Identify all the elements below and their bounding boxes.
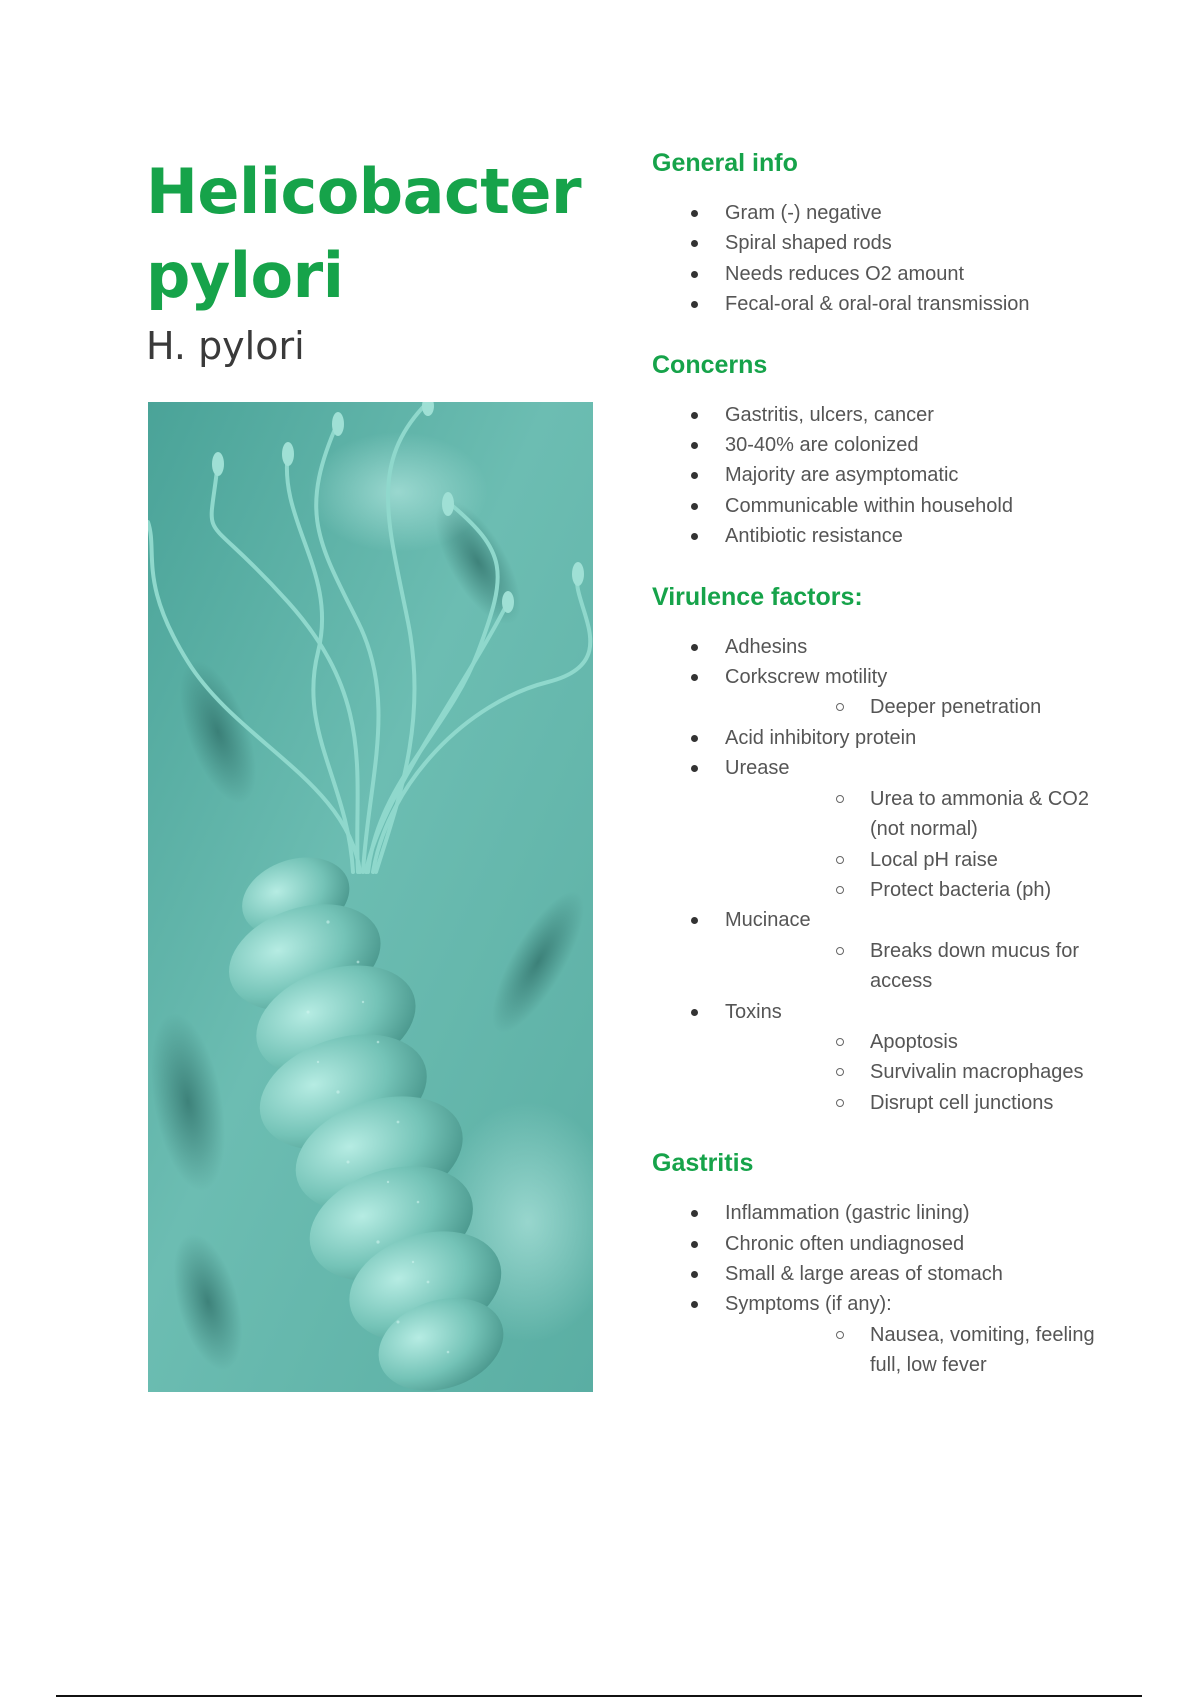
title-block (146, 150, 606, 368)
list-item (652, 723, 1102, 753)
list-item: Fecal-oral & oral-oral transmission (652, 289, 1102, 319)
list-item: 30-40% are colonized (652, 430, 1102, 460)
list-item-label: Inflammation (gastric lining) (725, 1202, 970, 1225)
section-virulence-factors (652, 580, 1102, 1119)
list-item-label: Urease (725, 757, 790, 780)
sub-list (725, 936, 1102, 997)
sub-list (725, 1320, 1102, 1381)
sub-list-item: Nausea, vomiting, feeling full, low fever (725, 1320, 1102, 1381)
sub-list-item: Apoptosis (725, 1027, 1102, 1057)
list-item-label: Corkscrew motility (725, 666, 888, 689)
section-concerns (652, 348, 1102, 552)
sub-list (725, 692, 1102, 722)
page-title-line-1: Helicobacter (146, 155, 582, 228)
list-item (652, 753, 1102, 905)
list-item-label: Chronic often undiagnosed (725, 1232, 965, 1255)
bullet-list (652, 632, 1102, 1119)
section-heading: Virulence factors: (652, 582, 863, 611)
section-heading: Gastritis (652, 1149, 754, 1178)
list-item (652, 1259, 1102, 1289)
sub-list (725, 1027, 1102, 1118)
list-item: Communicable within household (652, 491, 1102, 521)
footer-divider (56, 1695, 1142, 1697)
list-item (652, 1198, 1102, 1228)
sub-list-item: Urea to ammonia & CO2 (not normal) (725, 784, 1102, 845)
notes-column (652, 146, 1102, 1409)
sub-list-item: Survivalin macrophages (725, 1057, 1102, 1087)
list-item (652, 1229, 1102, 1259)
sub-list-item: Disrupt cell junctions (725, 1088, 1102, 1118)
sub-list-item: Breaks down mucus for access (725, 936, 1102, 997)
list-item-label: Acid inhibitory protein (725, 726, 917, 749)
list-item-label: Symptoms (if any): (725, 1293, 892, 1316)
section-general-info (652, 146, 1102, 320)
list-item-label: Small & large areas of stomach (725, 1262, 1003, 1285)
list-item (652, 905, 1102, 996)
list-item: Spiral shaped rods (652, 228, 1102, 258)
list-item (652, 1289, 1102, 1380)
bacterium-illustration-svg (148, 402, 593, 1392)
bacterium-illustration (148, 402, 593, 1392)
bullet-list (652, 1198, 1102, 1380)
bullet-list (652, 198, 1102, 320)
list-item: Needs reduces O2 amount (652, 259, 1102, 289)
sub-list-item: Local pH raise (725, 845, 1102, 875)
list-item: Antibiotic resistance (652, 521, 1102, 551)
list-item (652, 632, 1102, 662)
list-item-label: Mucinace (725, 909, 811, 932)
bullet-list (652, 400, 1102, 552)
sub-list (725, 784, 1102, 906)
page-title (146, 150, 606, 318)
list-item-label: Adhesins (725, 635, 808, 658)
section-heading: Concerns (652, 350, 768, 379)
list-item: Majority are asymptomatic (652, 460, 1102, 490)
list-item (652, 997, 1102, 1119)
page-title-line-2: pylori (146, 239, 344, 312)
list-item: Gram (-) negative (652, 198, 1102, 228)
sub-list-item: Protect bacteria (ph) (725, 875, 1102, 905)
sub-list-item: Deeper penetration (725, 692, 1102, 722)
list-item: Gastritis, ulcers, cancer (652, 400, 1102, 430)
section-heading: General info (652, 149, 798, 177)
list-item-label: Toxins (725, 1000, 782, 1023)
section-gastritis (652, 1146, 1102, 1380)
page-subtitle: H. pylori (146, 324, 305, 368)
list-item (652, 662, 1102, 723)
